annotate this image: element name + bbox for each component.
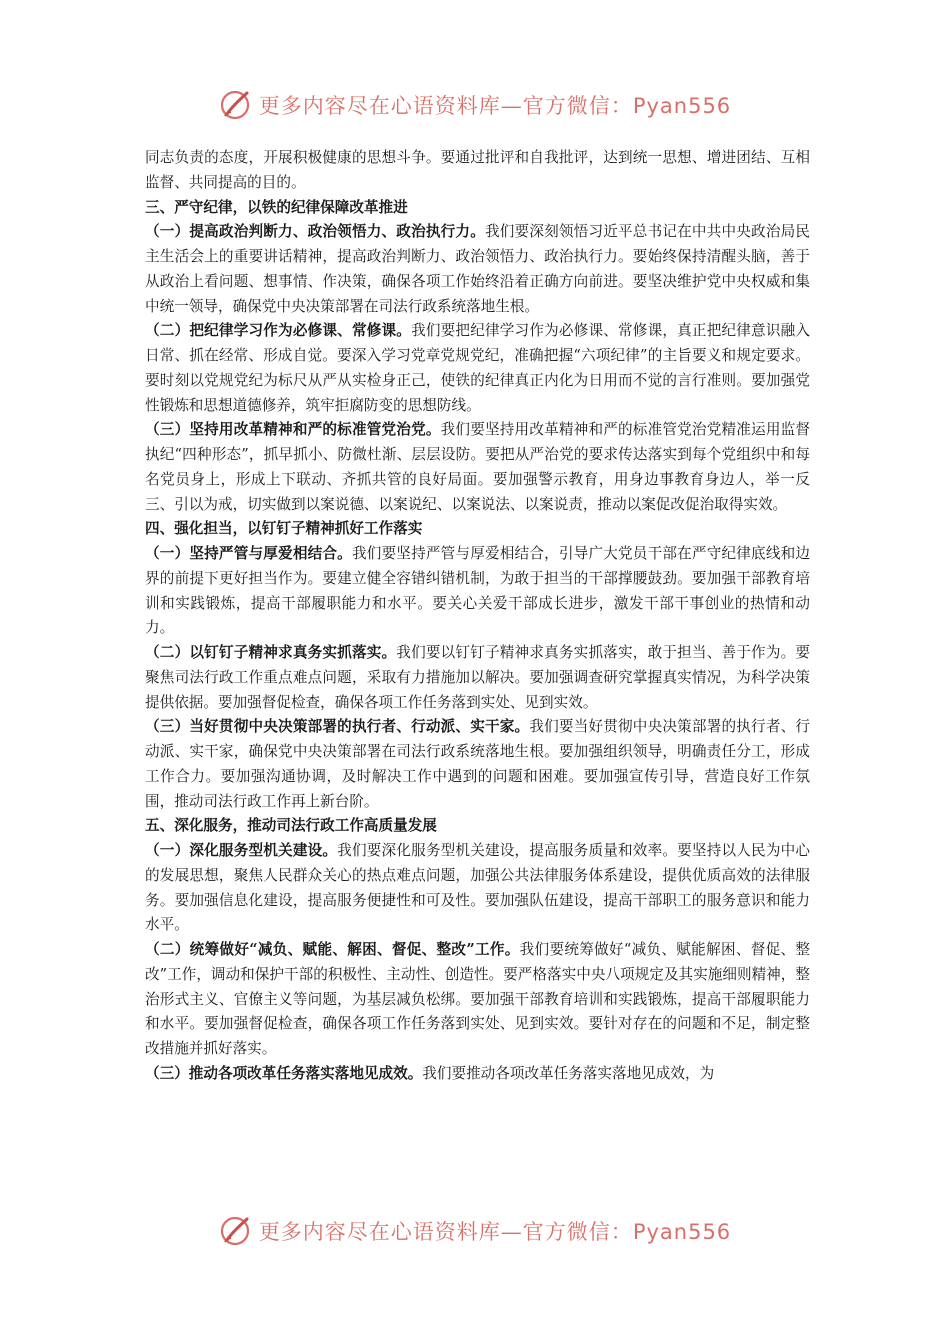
paragraph-lead: （三）坚持用改革精神和严的标准管党治党。 xyxy=(145,421,441,439)
paragraph-text: 我们要统筹做好“减负、赋能解困、督促、整改”工作，调动和保护干部的积极性、主动性、创造性。要严格落实中央八项规定及其实施细则精神，整治形式主义、官僚主义等问题，为基层减负松绑。要加强干部教育培训和实践锻炼，提高干部履职能力和水平。要加强督促检查，确保各项工作任务落到实处、见到实效。要针对存在的问题和不足，制定整改措施并抓好落实。 xyxy=(145,941,810,1057)
paragraph-text: 同志负责的态度，开展积极健康的思想斗争。要通过批评和自我批评，达到统一思想、增进团结、互相监督、共同提高的目的。 xyxy=(145,149,810,191)
paragraph-lead: （二）把纪律学习作为必修课、常修课。 xyxy=(145,322,412,340)
paragraph-lead: （一）提高政治判断力、政治领悟力、政治执行力。 xyxy=(145,223,485,241)
brush-logo-icon xyxy=(219,88,253,122)
paragraph-text: 我们要坚持严管与厚爱相结合，引导广大党员干部在严守纪律底线和边界的前提下更好担当作为。要建立健全容错纠错机制，为敢于担当的干部撑腰鼓劲。要加强干部教育培训和实践锻炼，提高干部履职能力和水平。要关心关爱干部成长进步，激发干部干事创业的热情和动力。 xyxy=(145,545,810,637)
watermark-text: 更多内容尽在心语资料库—官方微信：Pyan556 xyxy=(258,1220,732,1244)
watermark-banner-bottom xyxy=(0,1206,950,1256)
paragraph xyxy=(145,220,810,319)
paragraph xyxy=(145,938,810,1062)
section-heading: 三、严守纪律，以铁的纪律保障改革推进 xyxy=(145,198,408,216)
paragraph-text: 我们要深化服务型机关建设，提高服务质量和效率。要坚持以人民为中心的发展思想，聚焦人民群众关心的热点难点问题，加强公共法律服务体系建设，提供优质高效的法律服务。要加强信息化建设，提高服务便捷性和可及性。要加强队伍建设，提高干部职工的服务意识和能力水平。 xyxy=(145,842,810,934)
paragraph-text: 我们要推动各项改革任务落实落地见成效，为 xyxy=(422,1064,715,1082)
paragraph xyxy=(145,641,810,715)
paragraph-text: 我们要坚持用改革精神和严的标准管党治党精准运用监督执纪“四种形态”，抓早抓小、防微杜渐、层层设防。要把从严治党的要求传达落实到每个党组织中和每名党员身上，形成上下联动、齐抓共管的良好局面。要加强警示教育，用身边事教育身边人，举一反三、引以为戒，切实做到以案说德、以案说纪、以案说法、以案说责，推动以案促改促治取得实效。 xyxy=(145,421,810,513)
paragraph-lead: （三）当好贯彻中央决策部署的执行者、行动派、实干家。 xyxy=(145,718,530,736)
paragraph xyxy=(145,715,810,814)
watermark-banner-top xyxy=(0,80,950,130)
paragraph xyxy=(145,542,810,641)
section-heading: 五、深化服务，推动司法行政工作高质量发展 xyxy=(145,817,437,835)
paragraph-text: 我们要以钉钉子精神求真务实抓落实，敢于担当、善于作为。要聚焦司法行政工作重点难点问题，采取有力措施加以解决。要加强调查研究掌握真实情况，为科学决策提供依据。要加强督促检查，确保各项工作任务落到实处、见到实效。 xyxy=(145,644,810,711)
paragraph-text: 我们要深刻领悟习近平总书记在中共中央政治局民主生活会上的重要讲话精神，提高政治判断力、政治领悟力、政治执行力。要始终保持清醒头脑，善于从政治上看问题、想事情、作决策，确保各项工作始终沿着正确方向前进。要坚决维护党中央权威和集中统一领导，确保党中央决策部署在司法行政系统落地生根。 xyxy=(145,223,810,315)
paragraph xyxy=(145,418,810,517)
section-heading: 四、强化担当，以钉钉子精神抓好工作落实 xyxy=(145,520,423,538)
paragraph xyxy=(145,146,810,196)
brush-logo-icon xyxy=(219,1214,253,1248)
paragraph-lead: （一）坚持严管与厚爱相结合。 xyxy=(145,545,352,562)
paragraph xyxy=(145,319,810,418)
paragraph-lead: （二）以钉钉子精神求真务实抓落实。 xyxy=(145,644,397,661)
paragraph-lead: （三）推动各项改革任务落实落地见成效。 xyxy=(145,1064,423,1082)
paragraph xyxy=(145,839,810,938)
document-body xyxy=(145,146,810,1087)
paragraph-lead: （二）统筹做好“减负、赋能、解困、督促、整改”工作。 xyxy=(145,941,520,958)
paragraph-text: 我们要当好贯彻中央决策部署的执行者、行动派、实干家，确保党中央决策部署在司法行政系统落地生根。要加强组织领导，明确责任分工，形成工作合力。要加强沟通协调，及时解决工作中遇到的问题和困难。要加强宣传引导，营造良好工作氛围，推动司法行政工作再上新台阶。 xyxy=(145,718,810,810)
paragraph-lead: （一）深化服务型机关建设。 xyxy=(145,842,338,859)
watermark-text: 更多内容尽在心语资料库—官方微信：Pyan556 xyxy=(258,94,732,118)
paragraph xyxy=(145,1062,810,1087)
paragraph-text: 我们要把纪律学习作为必修课、常修课，真正把纪律意识融入日常、抓在经常、形成自觉。要深入学习党章党规党纪，准确把握“六项纪律”的主旨要义和规定要求。要时刻以党规党纪为标尺从严从实检身正己，使铁的纪律真正内化为日用而不觉的言行准则。要加强党性锻炼和思想道德修养，筑牢拒腐防变的思想防线。 xyxy=(145,322,810,414)
